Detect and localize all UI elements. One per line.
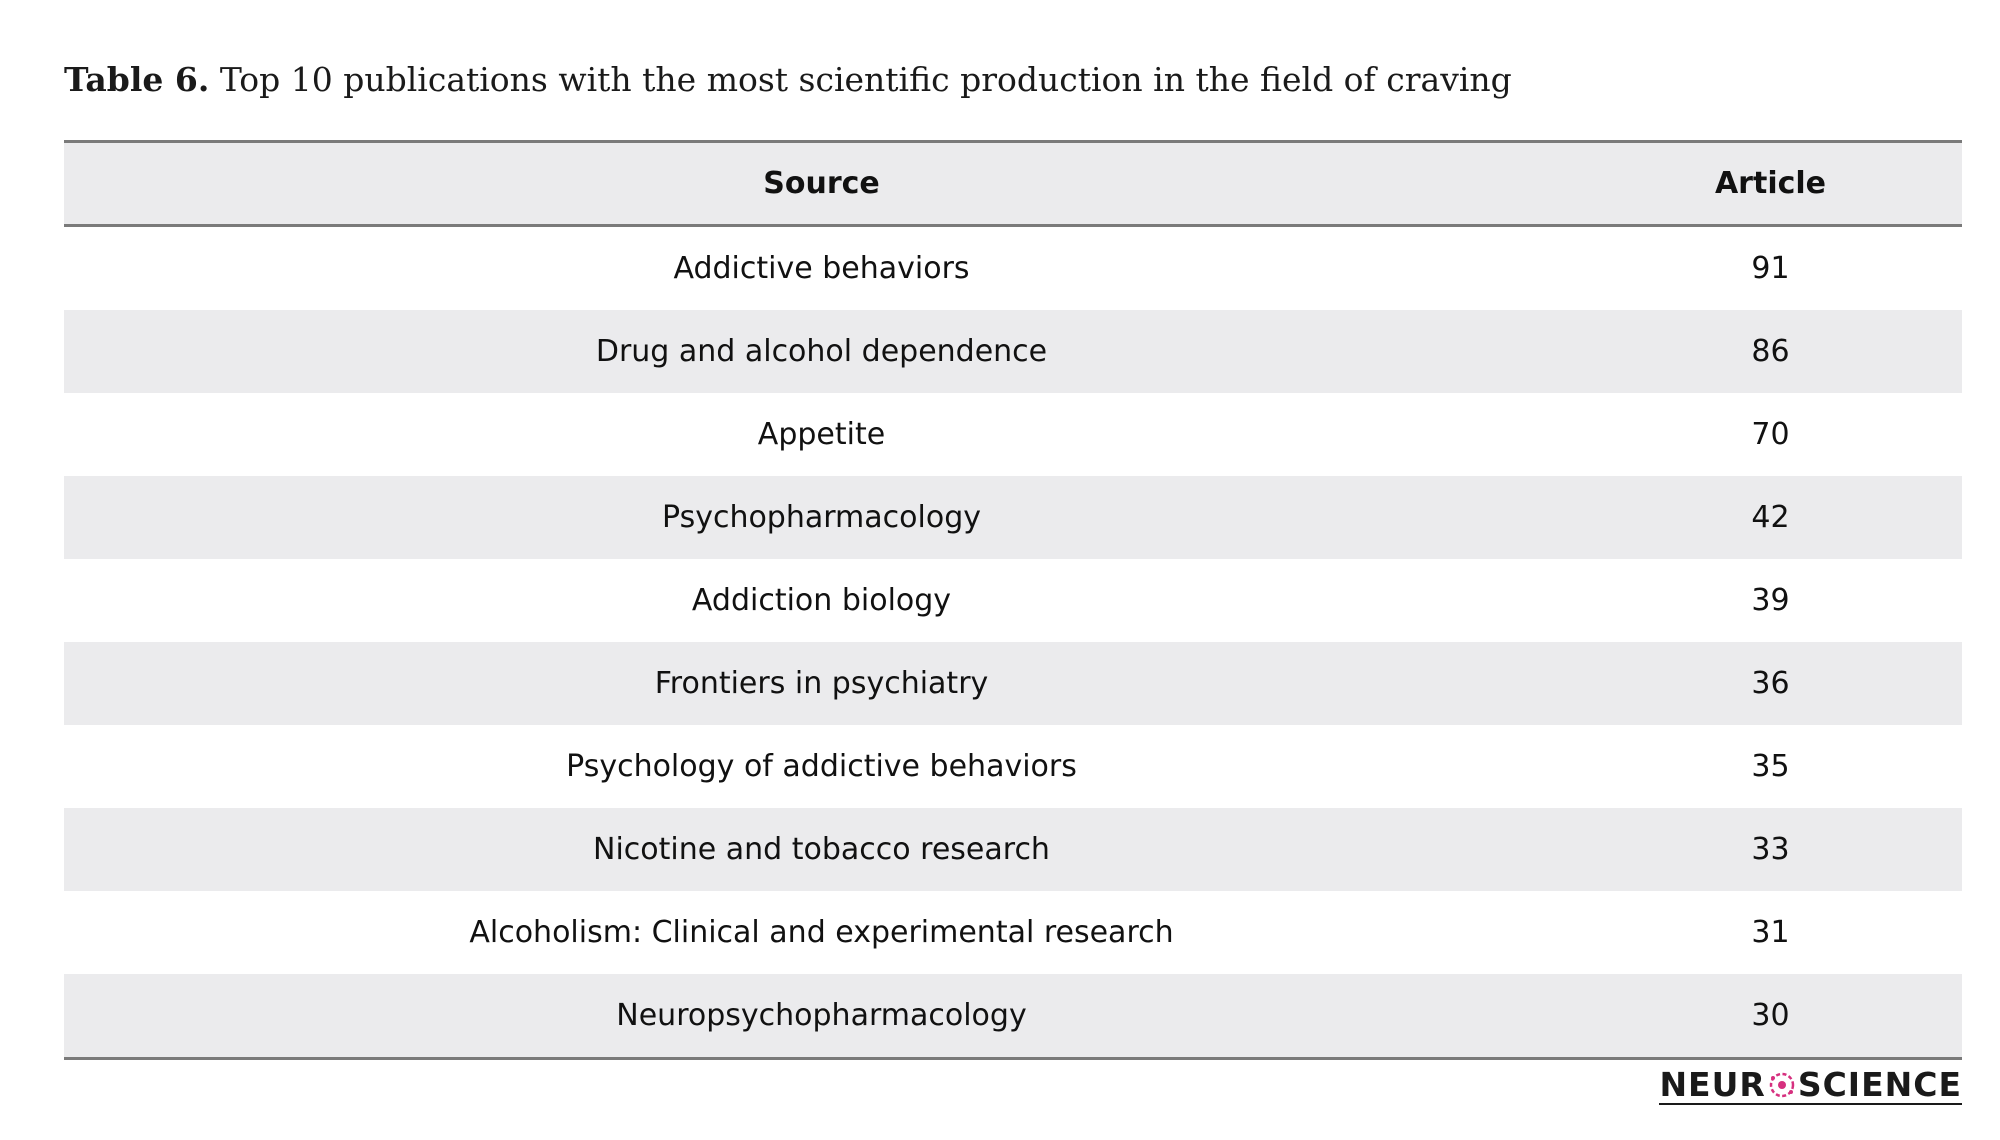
cell-source: Addictive behaviors	[673, 251, 970, 286]
cell-source: Nicotine and tobacco research	[593, 832, 1050, 867]
cell-article: 31	[1751, 915, 1790, 950]
neuroscience-logo: NEUR SCIENCE	[1659, 1065, 1962, 1104]
table-row	[64, 808, 1962, 891]
table-row	[64, 725, 1962, 808]
publications-table	[64, 140, 1962, 1060]
cell-source: Addiction biology	[691, 583, 952, 618]
table-row	[64, 393, 1962, 476]
cell-source: Psychology of addictive behaviors	[566, 749, 1077, 784]
table-row	[64, 227, 1962, 310]
header-article: Article	[1714, 166, 1827, 201]
cell-article: 36	[1751, 666, 1790, 701]
cell-article: 33	[1751, 832, 1790, 867]
table-header-row	[64, 143, 1962, 227]
cell-article: 86	[1751, 334, 1790, 369]
cell-source: Alcoholism: Clinical and experimental research	[469, 915, 1174, 950]
cell-source: Psychopharmacology	[662, 500, 981, 535]
table-caption-text: Top 10 publications with the most scientific production in the field of craving	[209, 60, 1512, 99]
neuron-icon	[1767, 1070, 1797, 1100]
table-row	[64, 310, 1962, 393]
cell-article: 91	[1751, 251, 1790, 286]
table-row	[64, 891, 1962, 974]
cell-article: 30	[1751, 998, 1790, 1033]
cell-article: 35	[1751, 749, 1790, 784]
cell-article: 39	[1751, 583, 1790, 618]
table-caption-label: Table 6.	[64, 60, 210, 99]
table-row	[64, 974, 1962, 1057]
table-row	[64, 642, 1962, 725]
cell-source: Drug and alcohol dependence	[595, 334, 1048, 369]
table-row	[64, 476, 1962, 559]
cell-article: 42	[1751, 500, 1790, 535]
cell-source: Frontiers in psychiatry	[654, 666, 989, 701]
cell-source: Appetite	[757, 417, 886, 452]
header-source: Source	[763, 166, 880, 201]
table-row	[64, 559, 1962, 642]
cell-article: 70	[1751, 417, 1790, 452]
table-caption	[64, 60, 1512, 99]
cell-source: Neuropsychopharmacology	[616, 998, 1027, 1033]
